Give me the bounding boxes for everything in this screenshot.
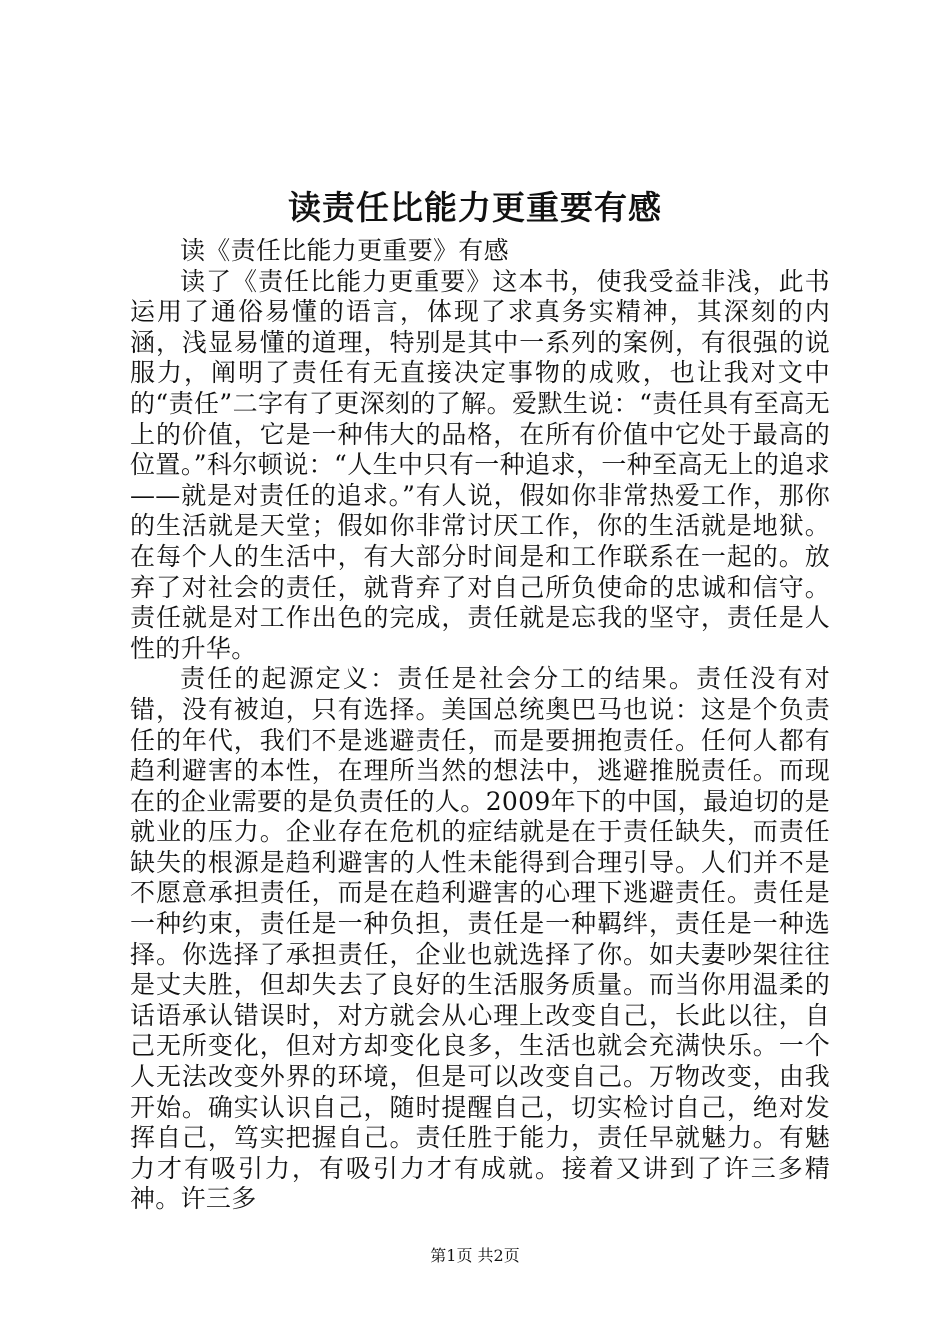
document-title: 读责任比能力更重要有感 <box>288 188 662 227</box>
document-body <box>130 236 830 1215</box>
paragraph-subtitle: 读《责任比能力更重要》有感 <box>180 236 509 265</box>
paragraph-1: 读了《责任比能力更重要》这本书，使我受益非浅，此书运用了通俗易懂的语言，体现了求真务实精神，其深刻的内涵，浅显易懂的道理，特别是其中一系列的案例，有很强的说服力，阐明了责任有无直接决定事物的成败，也让我对文中的“责任”二字有了更深刻的了解。爱默生说：“责任具有至高无上的价值，它是一种伟大的品格，在所有价值中它处于最高的位置。”科尔顿说：“人生中只有一种追求，一种至高无上的追求——就是对责任的追求。”有人说，假如你非常热爱工作，那你的生活就是天堂；假如你非常讨厌工作，你的生活就是地狱。在每个人的生活中，有大部分时间是和工作联系在一起的。放弃了对社会的责任，就背弃了对自己所负使命的忠诚和信守。责任就是对工作出色的完成，责任就是忘我的坚守，责任是人性的升华。 <box>130 266 830 663</box>
page-footer: 第1页 共2页 <box>430 1246 520 1265</box>
paragraph-2: 责任的起源定义：责任是社会分工的结果。责任没有对错，没有被迫，只有选择。美国总统奥巴马也说：这是个负责任的年代，我们不是逃避责任，而是要拥抱责任。任何人都有趋利避害的本性，在理所当然的想法中，逃避推脱责任。而现在的企业需要的是负责任的人。2009年下的中国，最迫切的是就业的压力。企业存在危机的症结就是在于责任缺失，而责任缺失的根源是趋利避害的人性未能得到合理引导。人们并不是不愿意承担责任，而是在趋利避害的心理下逃避责任。责任是一种约束，责任是一种负担，责任是一种羁绊，责任是一种选择。你选择了承担责任，企业也就选择了你。如夫妻吵架往往是丈夫胜，但却失去了良好的生活服务质量。而当你用温柔的话语承认错误时，对方就会从心理上改变自己，长此以往，自己无所变化，但对方却变化良多，生活也就会充满快乐。一个人无法改变外界的环境，但是可以改变自己。万物改变，由我开始。确实认识自己，随时提醒自己，切实检讨自己，绝对发挥自己，笃实把握自己。责任胜于能力，责任早就魅力。有魅力才有吸引力，有吸引力才有成就。接着又讲到了许三多精神。许三多 <box>130 664 830 1214</box>
